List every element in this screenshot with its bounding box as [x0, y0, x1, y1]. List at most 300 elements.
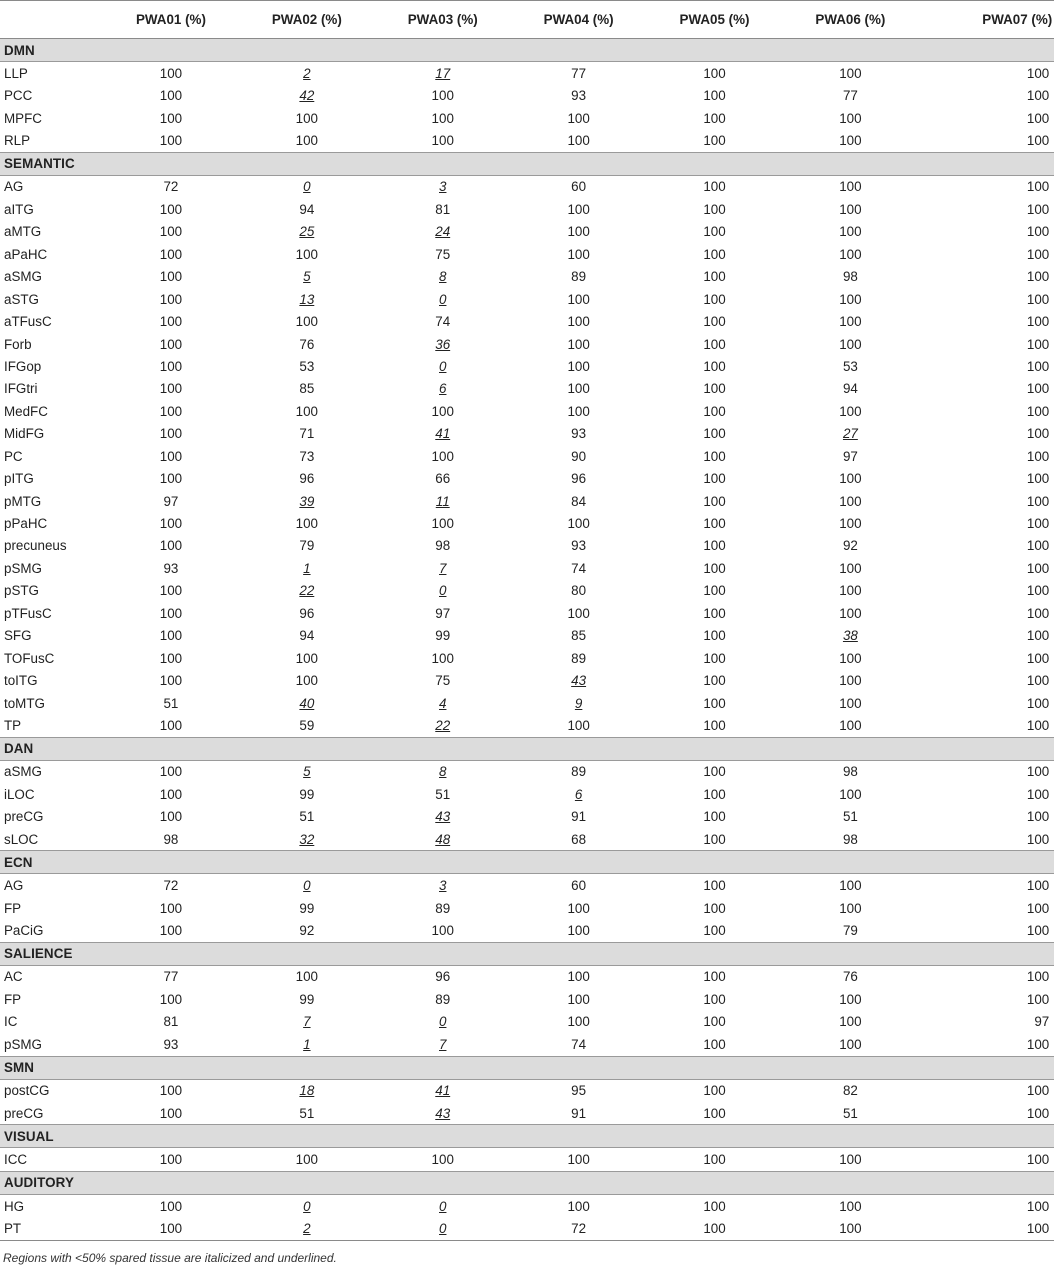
table-row — [0, 423, 1054, 445]
section-header-row — [0, 851, 1054, 874]
region-cell: MPFC — [4, 110, 42, 126]
value-cell-pwa04: 60 — [571, 878, 587, 894]
section-name: SALIENCE — [0, 942, 1054, 965]
value-cell-pwa06: 51 — [842, 1105, 858, 1121]
region-cell: aSTG — [4, 291, 39, 307]
region-cell: pITG — [4, 471, 34, 487]
value-cell-pwa04: 60 — [571, 179, 587, 195]
value-cell-pwa07: 100 — [1026, 403, 1050, 419]
value-cell-pwa05: 100 — [647, 1217, 783, 1240]
value-cell-pwa02: 22 — [299, 583, 315, 599]
value-cell-pwa01: 72 — [163, 878, 179, 894]
value-cell-pwa05: 100 — [703, 516, 726, 532]
value-cell-pwa02: 2 — [239, 1217, 375, 1240]
value-cell-pwa07: 100 — [1026, 878, 1050, 894]
value-cell-pwa04: 100 — [567, 991, 590, 1007]
region-cell: iLOC — [4, 786, 35, 802]
region-cell: MidFG — [4, 426, 45, 442]
value-cell-pwa07: 100 — [1026, 516, 1050, 532]
table-row — [0, 1033, 1054, 1056]
value-cell-pwa04: 100 — [567, 133, 590, 149]
value-cell-pwa03: 7 — [439, 560, 447, 576]
value-cell-pwa03: 43 — [435, 809, 451, 825]
value-cell-pwa01: 100 — [159, 717, 183, 733]
value-cell-pwa04: 100 — [567, 314, 590, 330]
region-cell: pPaHC — [4, 516, 48, 532]
table-row — [0, 266, 1054, 288]
value-cell-pwa01: 100 — [159, 381, 183, 397]
value-cell-pwa03: 100 — [431, 448, 454, 464]
value-cell-pwa04: 100 — [567, 1198, 590, 1214]
value-cell-pwa07: 100 — [1026, 1105, 1050, 1121]
region-cell: MedFC — [4, 403, 48, 419]
value-cell-pwa04: 100 — [567, 403, 590, 419]
value-cell-pwa01: 100 — [159, 246, 183, 262]
value-cell-pwa07: 100 — [1026, 809, 1050, 825]
value-cell-pwa02: 32 — [299, 831, 315, 847]
table-row — [0, 1194, 1054, 1217]
value-cell-pwa07: 100 — [1026, 471, 1050, 487]
value-cell-pwa04: 80 — [571, 583, 587, 599]
value-cell-pwa06: 51 — [842, 809, 858, 825]
value-cell-pwa04: 100 — [567, 381, 590, 397]
table-row — [0, 602, 1054, 624]
value-cell-pwa06: 100 — [839, 516, 862, 532]
value-cell-pwa03: 100 — [431, 516, 454, 532]
value-cell-pwa03: 89 — [435, 900, 451, 916]
value-cell-pwa01: 100 — [159, 201, 183, 217]
region-cell: LLP — [4, 65, 28, 81]
value-cell-pwa01: 100 — [159, 1198, 183, 1214]
value-cell-pwa04: 100 — [567, 358, 590, 374]
value-cell-pwa07: 100 — [1026, 628, 1050, 644]
value-cell-pwa02: 5 — [303, 764, 311, 780]
value-cell-pwa02: 1 — [303, 1036, 311, 1052]
value-cell-pwa06: 100 — [839, 1198, 862, 1214]
value-cell-pwa01: 100 — [159, 133, 183, 149]
value-cell-pwa01: 100 — [159, 583, 183, 599]
value-cell-pwa02: 51 — [299, 1105, 315, 1121]
region-cell: PT — [0, 1217, 103, 1240]
value-cell-pwa06: 100 — [839, 583, 862, 599]
value-cell-pwa06: 100 — [839, 560, 862, 576]
region-cell: pSMG — [4, 560, 42, 576]
value-cell-pwa04: 43 — [571, 673, 587, 689]
value-cell-pwa01: 100 — [159, 358, 183, 374]
value-cell-pwa06: 100 — [839, 65, 862, 81]
value-cell-pwa02: 100 — [295, 650, 318, 666]
value-cell-pwa07: 100 — [1026, 179, 1050, 195]
value-cell-pwa01: 100 — [159, 426, 183, 442]
value-cell-pwa04: 93 — [571, 538, 587, 554]
value-cell-pwa01: 100 — [159, 65, 183, 81]
value-cell-pwa03: 17 — [435, 65, 451, 81]
value-cell-pwa02: 73 — [299, 448, 315, 464]
value-cell-pwa07: 100 — [1026, 88, 1050, 104]
value-cell-pwa05: 100 — [703, 246, 726, 262]
value-cell-pwa04: 100 — [567, 923, 590, 939]
value-cell-pwa07: 100 — [1026, 673, 1050, 689]
value-cell-pwa05: 100 — [703, 878, 726, 894]
table-row — [0, 1148, 1054, 1171]
table-row — [0, 535, 1054, 557]
value-cell-pwa07: 100 — [1026, 991, 1050, 1007]
table-row — [0, 1217, 1054, 1240]
value-cell-pwa05: 100 — [703, 88, 726, 104]
value-cell-pwa04: 100 — [567, 1152, 590, 1168]
table-row — [0, 806, 1054, 828]
value-cell-pwa01: 72 — [163, 179, 179, 195]
value-cell-pwa01: 98 — [163, 831, 179, 847]
value-cell-pwa03: 100 — [431, 133, 454, 149]
value-cell-pwa06: 98 — [842, 269, 858, 285]
value-cell-pwa02: 18 — [299, 1083, 315, 1099]
value-cell-pwa03: 100 — [431, 650, 454, 666]
value-cell-pwa01: 100 — [159, 809, 183, 825]
value-cell-pwa07: 100 — [1026, 381, 1050, 397]
value-cell-pwa06: 100 — [839, 695, 862, 711]
value-cell-pwa03: 24 — [435, 224, 451, 240]
value-cell-pwa07: 100 — [1026, 786, 1050, 802]
region-cell: FP — [4, 991, 22, 1007]
value-cell-pwa03: 96 — [435, 969, 451, 985]
value-cell-pwa05: 100 — [703, 426, 726, 442]
value-cell-pwa01: 100 — [159, 471, 183, 487]
value-cell-pwa05: 100 — [703, 448, 726, 464]
value-cell-pwa07: 100 — [1026, 1198, 1050, 1214]
value-cell-pwa02: 100 — [295, 246, 318, 262]
value-cell-pwa02: 100 — [295, 516, 318, 532]
header-region — [0, 1, 103, 39]
value-cell-pwa04: 89 — [571, 650, 587, 666]
value-cell-pwa07: 100 — [1026, 695, 1050, 711]
value-cell-pwa06: 100 — [839, 717, 862, 733]
section-name: VISUAL — [0, 1125, 1054, 1148]
value-cell-pwa01: 100 — [159, 673, 183, 689]
table-row — [0, 557, 1054, 579]
table-row — [0, 62, 1054, 85]
section-name: ECN — [0, 851, 1054, 874]
value-cell-pwa04: 77 — [571, 65, 587, 81]
value-cell-pwa05: 100 — [703, 403, 726, 419]
value-cell-pwa07: 100 — [1026, 224, 1050, 240]
value-cell-pwa04: 100 — [567, 246, 590, 262]
region-cell: preCG — [4, 809, 44, 825]
section-name: DMN — [0, 39, 1054, 62]
section-header-row — [0, 39, 1054, 62]
value-cell-pwa04: 100 — [567, 900, 590, 916]
table-row — [0, 988, 1054, 1010]
table-row — [0, 692, 1054, 714]
region-cell: aTFusC — [4, 314, 52, 330]
value-cell-pwa04: 93 — [571, 426, 587, 442]
region-cell: TP — [4, 717, 22, 733]
section-header-row — [0, 1171, 1054, 1194]
value-cell-pwa06: 94 — [842, 381, 858, 397]
value-cell-pwa01: 100 — [159, 291, 183, 307]
value-cell-pwa01: 100 — [159, 628, 183, 644]
table-row — [0, 129, 1054, 152]
value-cell-pwa04: 100 — [567, 291, 590, 307]
region-cell: AG — [4, 878, 24, 894]
value-cell-pwa03: 89 — [435, 991, 451, 1007]
header-pwa07: PWA07 (%) — [918, 1, 1054, 39]
value-cell-pwa07: 100 — [1026, 717, 1050, 733]
value-cell-pwa02: 92 — [299, 923, 315, 939]
region-cell: FP — [4, 900, 22, 916]
value-cell-pwa01: 51 — [163, 695, 179, 711]
table-row — [0, 669, 1054, 691]
value-cell-pwa05: 100 — [703, 336, 726, 352]
value-cell-pwa04: 72 — [511, 1217, 647, 1240]
table-row — [0, 874, 1054, 897]
value-cell-pwa06: 100 — [839, 900, 862, 916]
value-cell-pwa02: 71 — [299, 426, 315, 442]
value-cell-pwa07: 100 — [1026, 1152, 1050, 1168]
region-cell: IFGtri — [4, 381, 38, 397]
value-cell-pwa06: 100 — [839, 786, 862, 802]
value-cell-pwa05: 100 — [703, 923, 726, 939]
value-cell-pwa06: 100 — [839, 1036, 862, 1052]
value-cell-pwa07: 100 — [1026, 133, 1050, 149]
value-cell-pwa04: 100 — [567, 336, 590, 352]
value-cell-pwa07: 100 — [1026, 764, 1050, 780]
region-cell: ICC — [4, 1152, 28, 1168]
value-cell-pwa01: 100 — [159, 900, 183, 916]
section-header-row — [0, 1125, 1054, 1148]
value-cell-pwa02: 85 — [299, 381, 315, 397]
header-pwa05: PWA05 (%) — [647, 1, 783, 39]
value-cell-pwa01: 100 — [159, 786, 183, 802]
table-row — [0, 490, 1054, 512]
value-cell-pwa06: 100 — [839, 179, 862, 195]
value-cell-pwa01: 97 — [163, 493, 179, 509]
value-cell-pwa02: 5 — [303, 269, 311, 285]
value-cell-pwa04: 100 — [567, 969, 590, 985]
value-cell-pwa07: 100 — [1026, 969, 1050, 985]
value-cell-pwa01: 93 — [163, 560, 179, 576]
value-cell-pwa05: 100 — [703, 969, 726, 985]
value-cell-pwa07: 100 — [1026, 291, 1050, 307]
section-name: AUDITORY — [0, 1171, 1054, 1194]
region-cell: SFG — [4, 628, 32, 644]
table-row — [0, 467, 1054, 489]
value-cell-pwa06: 100 — [839, 605, 862, 621]
value-cell-pwa06: 100 — [839, 201, 862, 217]
value-cell-pwa02: 96 — [299, 605, 315, 621]
value-cell-pwa01: 100 — [159, 538, 183, 554]
table-row — [0, 1011, 1054, 1033]
value-cell-pwa02: 100 — [295, 110, 318, 126]
value-cell-pwa03: 74 — [435, 314, 451, 330]
value-cell-pwa06: 97 — [842, 448, 858, 464]
table-row — [0, 378, 1054, 400]
value-cell-pwa06: 98 — [842, 831, 858, 847]
value-cell-pwa05: 100 — [703, 269, 726, 285]
value-cell-pwa01: 100 — [159, 336, 183, 352]
value-cell-pwa04: 89 — [571, 269, 587, 285]
value-cell-pwa04: 93 — [571, 88, 587, 104]
value-cell-pwa07: 100 — [1026, 269, 1050, 285]
value-cell-pwa07: 97 — [1034, 1014, 1050, 1030]
section-header-row — [0, 942, 1054, 965]
value-cell-pwa04: 100 — [567, 516, 590, 532]
section-header-row — [0, 152, 1054, 175]
value-cell-pwa07: 100 — [1026, 538, 1050, 554]
table-row — [0, 1079, 1054, 1102]
value-cell-pwa06: 100 — [839, 224, 862, 240]
region-cell: toMTG — [4, 695, 45, 711]
value-cell-pwa06: 98 — [842, 764, 858, 780]
region-cell: postCG — [4, 1083, 50, 1099]
value-cell-pwa04: 90 — [571, 448, 587, 464]
value-cell-pwa02: 79 — [299, 538, 315, 554]
value-cell-pwa03: 99 — [435, 628, 451, 644]
value-cell-pwa02: 40 — [299, 695, 315, 711]
table-row — [0, 445, 1054, 467]
value-cell-pwa02: 0 — [303, 878, 311, 894]
value-cell-pwa07: 100 — [918, 1217, 1054, 1240]
region-cell: TOFusC — [4, 650, 55, 666]
value-cell-pwa04: 6 — [574, 786, 583, 802]
region-cell: precuneus — [4, 538, 67, 554]
value-cell-pwa07: 100 — [1026, 358, 1050, 374]
region-cell: pMTG — [4, 493, 42, 509]
region-cell: Forb — [4, 336, 32, 352]
value-cell-pwa03: 3 — [439, 878, 447, 894]
value-cell-pwa04: 100 — [567, 1014, 590, 1030]
value-cell-pwa07: 100 — [1026, 1083, 1050, 1099]
value-cell-pwa07: 100 — [1026, 1036, 1050, 1052]
value-cell-pwa07: 100 — [1026, 831, 1050, 847]
value-cell-pwa07: 100 — [1026, 650, 1050, 666]
table-row — [0, 714, 1054, 737]
value-cell-pwa01: 81 — [163, 1014, 179, 1030]
value-cell-pwa07: 100 — [1026, 426, 1050, 442]
value-cell-pwa06: 100 — [839, 314, 862, 330]
value-cell-pwa05: 100 — [703, 650, 726, 666]
value-cell-pwa02: 1 — [303, 560, 311, 576]
value-cell-pwa03: 98 — [435, 538, 451, 554]
value-cell-pwa07: 100 — [1026, 900, 1050, 916]
value-cell-pwa06: 77 — [842, 88, 858, 104]
value-cell-pwa07: 100 — [1026, 314, 1050, 330]
value-cell-pwa06: 27 — [842, 426, 858, 442]
value-cell-pwa02: 94 — [299, 628, 315, 644]
value-cell-pwa05: 100 — [703, 583, 726, 599]
value-cell-pwa01: 100 — [159, 448, 183, 464]
value-cell-pwa07: 100 — [1026, 560, 1050, 576]
value-cell-pwa04: 100 — [567, 201, 590, 217]
value-cell-pwa02: 94 — [299, 201, 315, 217]
value-cell-pwa06: 53 — [842, 358, 858, 374]
region-cell: aSMG — [4, 764, 42, 780]
value-cell-pwa03: 43 — [435, 1105, 451, 1121]
value-cell-pwa05: 100 — [703, 493, 726, 509]
value-cell-pwa01: 100 — [159, 403, 183, 419]
region-cell: AC — [4, 969, 23, 985]
value-cell-pwa03: 8 — [439, 764, 447, 780]
value-cell-pwa02: 100 — [295, 403, 318, 419]
value-cell-pwa05: 100 — [703, 695, 726, 711]
value-cell-pwa05: 100 — [703, 786, 726, 802]
header-pwa06: PWA06 (%) — [782, 1, 918, 39]
value-cell-pwa05: 100 — [703, 560, 726, 576]
table-row — [0, 310, 1054, 332]
value-cell-pwa06: 100 — [839, 1152, 862, 1168]
value-cell-pwa06: 38 — [842, 628, 858, 644]
value-cell-pwa02: 99 — [299, 991, 315, 1007]
value-cell-pwa05: 100 — [703, 110, 726, 126]
table-row — [0, 512, 1054, 534]
value-cell-pwa06: 100 — [839, 493, 862, 509]
region-cell: sLOC — [4, 831, 39, 847]
value-cell-pwa03: 0 — [439, 358, 447, 374]
region-cell: AG — [4, 179, 24, 195]
region-cell: toITG — [4, 673, 38, 689]
value-cell-pwa03: 100 — [431, 923, 454, 939]
header-pwa02: PWA02 (%) — [239, 1, 375, 39]
value-cell-pwa07: 100 — [1026, 493, 1050, 509]
value-cell-pwa05: 100 — [703, 1105, 726, 1121]
region-cell: HG — [4, 1198, 25, 1214]
value-cell-pwa05: 100 — [703, 717, 726, 733]
value-cell-pwa05: 100 — [703, 1083, 726, 1099]
value-cell-pwa05: 100 — [703, 314, 726, 330]
value-cell-pwa03: 0 — [439, 583, 447, 599]
table-row — [0, 760, 1054, 783]
value-cell-pwa04: 96 — [571, 471, 587, 487]
value-cell-pwa03: 6 — [439, 381, 447, 397]
value-cell-pwa01: 100 — [159, 923, 183, 939]
value-cell-pwa01: 100 — [159, 314, 183, 330]
table-row — [0, 243, 1054, 265]
value-cell-pwa03: 97 — [435, 605, 451, 621]
value-cell-pwa07: 100 — [1026, 336, 1050, 352]
region-cell: IFGop — [4, 358, 42, 374]
value-cell-pwa01: 100 — [159, 224, 183, 240]
region-cell: RLP — [4, 133, 31, 149]
value-cell-pwa01: 100 — [159, 1083, 183, 1099]
value-cell-pwa05: 100 — [703, 1198, 726, 1214]
value-cell-pwa03: 41 — [435, 426, 451, 442]
value-cell-pwa02: 13 — [299, 291, 315, 307]
value-cell-pwa04: 100 — [567, 224, 590, 240]
value-cell-pwa02: 7 — [303, 1014, 311, 1030]
table-row — [0, 919, 1054, 942]
value-cell-pwa02: 100 — [295, 314, 318, 330]
value-cell-pwa04: 91 — [571, 809, 587, 825]
value-cell-pwa01: 100 — [159, 269, 183, 285]
value-cell-pwa01: 100 — [159, 110, 183, 126]
value-cell-pwa05: 100 — [703, 224, 726, 240]
value-cell-pwa02: 53 — [299, 358, 315, 374]
value-cell-pwa03: 66 — [435, 471, 451, 487]
value-cell-pwa05: 100 — [703, 538, 726, 554]
value-cell-pwa06: 100 — [839, 336, 862, 352]
value-cell-pwa05: 100 — [703, 201, 726, 217]
value-cell-pwa07: 100 — [1026, 201, 1050, 217]
value-cell-pwa02: 99 — [299, 900, 315, 916]
region-cell: IC — [4, 1014, 18, 1030]
value-cell-pwa03: 75 — [435, 673, 451, 689]
value-cell-pwa04: 91 — [571, 1105, 587, 1121]
value-cell-pwa03: 0 — [375, 1217, 511, 1240]
header-pwa01: PWA01 (%) — [103, 1, 239, 39]
value-cell-pwa03: 4 — [439, 695, 447, 711]
value-cell-pwa05: 100 — [703, 133, 726, 149]
value-cell-pwa03: 100 — [431, 1152, 454, 1168]
